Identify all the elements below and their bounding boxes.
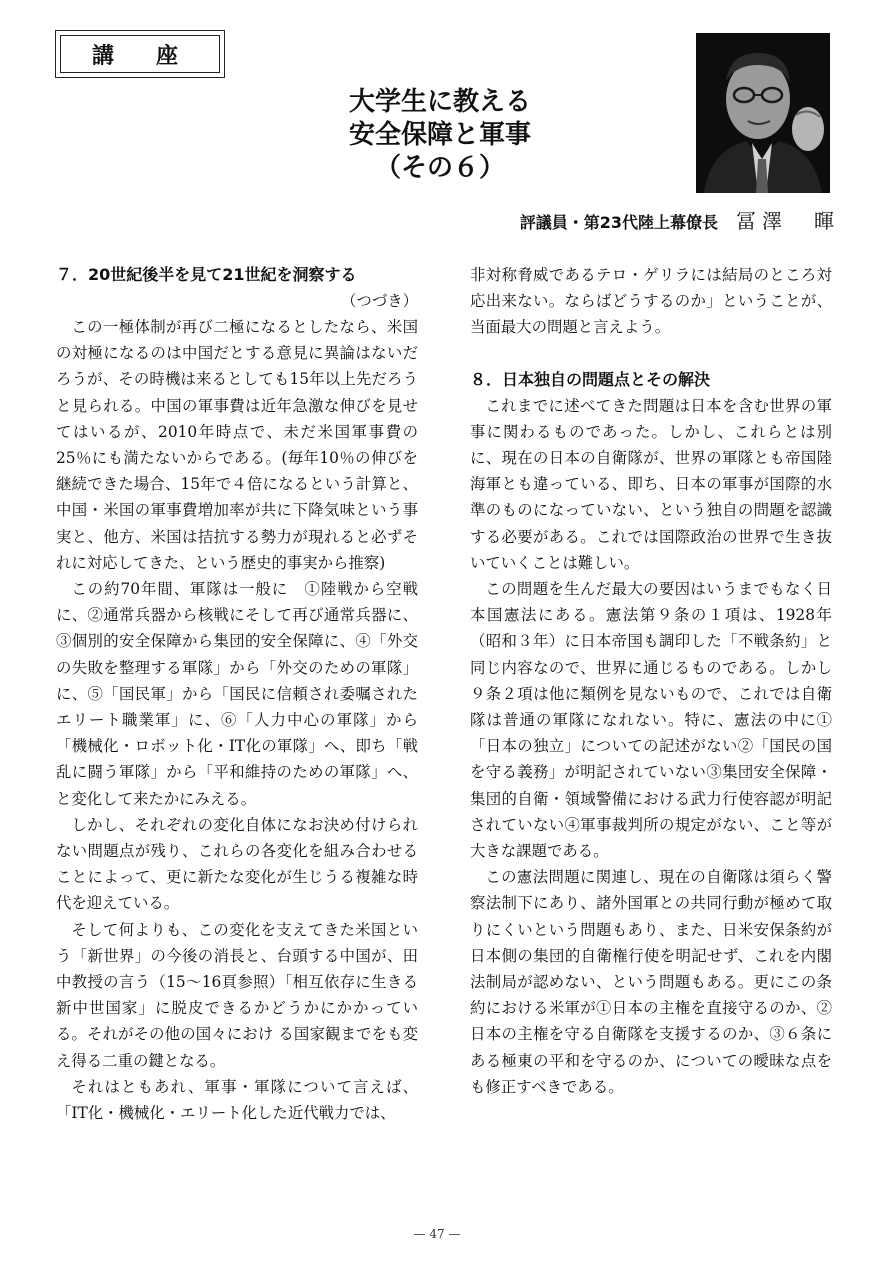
- left-paragraph-1: この一極体制が再び二極になるとしたなら、米国の対極になるのは中国だとする意見に異論はないだろうが、その時機は来るとしても15年以上先だろうと見られる。中国の軍事費は近年急激な伸びを見せてはいるが、2010年時点で、未だ米国軍事費の25％にも満たないからである。(毎年10％の伸びを継続できた場合、15年で４倍になるという計算と、中国・米国の軍事費増加率が共に下降気味という事実と、他方、米国は拮抗する勢力が現れると必ずそれに対応してきた、という歴史的事実から推察): [56, 318, 418, 572]
- section-8-heading: ８．日本独自の問題点とその解決: [470, 369, 711, 389]
- right-paragraph-2: この問題を生んだ最大の要因はいうまでもなく日本国憲法にある。憲法第９条の１項は、1928年（昭和３年）に日本帝国も調印した「不戦条約」と同じ内容なので、世界に通じるものである。しかし９条２項は他に類例を見ないもので、これでは自衛隊は普通の軍隊になれない。特に、憲法の中に①「日本の独立」についての記述がない②「国民の国を守る義務」が明記されていない③集団安全保障・集団的自衛・領域警備における武力行使容認が明記されていない④軍事裁判所の規定がない、こと等が大きな課題である。: [470, 580, 832, 861]
- left-paragraph-5: それはともあれ、軍事・軍隊について言えば、「IT化・機械化・エリート化した近代戦力では、: [56, 1077, 418, 1123]
- right-lead-paragraph: 非対称脅威であるテロ・ゲリラには結局のところ対応出来ない。ならばどうするのか」ということが、当面最大の問題と言えよう。: [470, 266, 832, 337]
- left-paragraph-2: この約70年間、軍隊は一般に ①陸戦から空戦に、②通常兵器から核戦にそして再び通常兵器に、③個別的安全保障から集団的安全保障に、④「外交の失敗を整理する軍隊」から「外交のための軍隊」に、⑤「国民軍」から「国民に信頼され委嘱されたエリート職業軍」に、⑥「人力中心の軍隊」から「機械化・ロボット化・IT化の軍隊」へ、即ち「戦乱に闘う軍隊」から「平和維持のための軍隊」へ、と変化して来たかにみえる。: [56, 580, 418, 808]
- author-name: 冨澤 暉: [736, 209, 840, 233]
- author-byline: [440, 205, 840, 234]
- left-column: [56, 262, 418, 1126]
- article-title: [300, 86, 580, 185]
- title-line-2: 安全保障と軍事: [348, 120, 531, 150]
- author-role: 評議員・第23代陸上幕僚長: [519, 213, 718, 232]
- title-line-3: （その６）: [374, 153, 505, 183]
- corner-label-box: [55, 30, 225, 78]
- right-column: [470, 262, 832, 1100]
- right-paragraph-3: この憲法問題に関連し、現在の自衛隊は須らく警察法制下にあり、諸外国軍との共同行動が極めて取りにくいという問題もあり、また、日米安保条約が日本側の集団的自衛権行使を明記せず、これを内閣法制局が認めない、という問題もある。更にこの条約における米軍が①日本の主権を直接守るのか、②日本の主権を守る自衛隊を支援するのか、③６条にある極東の平和を守るのか、についての曖昧な点をも修正すべきである。: [470, 868, 832, 1096]
- left-paragraph-3: しかし、それぞれの変化自体になお決め付けられない問題点が残り、これらの各変化を組み合わせることによって、更に新たな変化が生じうる複雑な時代を迎えている。: [56, 815, 418, 913]
- right-paragraph-1: これまでに述べてきた問題は日本を含む世界の軍事に関わるものであった。しかし、これらとは別に、現在の日本の自衛隊が、世界の軍隊とも帝国陸海軍とも違っている、即ち、日本の軍事が国際的水準のものになっていない、という独自の問題を認識する必要がある。これでは国際政治の世界で生き抜いていくことは難しい。: [470, 396, 832, 572]
- author-portrait-image: [696, 33, 830, 193]
- section-gap: [470, 341, 832, 367]
- page-number: — 47 —: [413, 1227, 461, 1241]
- author-photo: [696, 33, 830, 193]
- title-line-1: 大学生に教える: [348, 87, 531, 117]
- corner-label: 講 座: [60, 35, 220, 73]
- section-7-heading: ７．20世紀後半を見て21世紀を洞察する: [56, 265, 357, 284]
- left-paragraph-4: そして何よりも、この変化を支えてきた米国という「新世界」の今後の消長と、台頭する中国が、田中教授の言う（15～16頁参照）「相互依存に生きる新中世国家」に脱皮できるかどうかにかかっている。それがその他の国々におけ る国家観までをも変え得る二重の鍵となる。: [56, 920, 418, 1070]
- continued-label: （つづき）: [341, 292, 418, 310]
